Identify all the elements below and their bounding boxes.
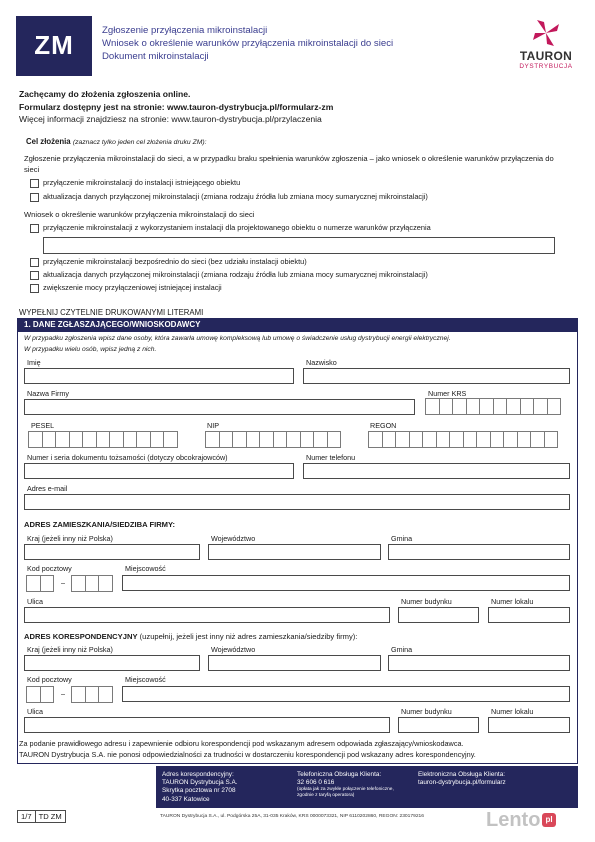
contact-address-city: 40-337 Katowice [162, 795, 210, 803]
checkbox-group2-opt2[interactable] [30, 258, 39, 267]
intro-line-2: Formularz dostępny jest na stronie: www.tauron-dystrybucja.pl/formularz-zm [19, 101, 334, 112]
contact-address-company: TAURON Dystrybucja S.A. [162, 779, 238, 787]
section1-title: 1. DANE ZGŁASZAJĄCEGO/WNIOSKODAWCY [24, 320, 201, 329]
address2-title: ADRES KORESPONDENCYJNY [24, 632, 138, 641]
section1-note-2: W przypadku wielu osób, wpisz jedną z nich. [24, 346, 157, 353]
footer-company: TAURON Dystrybucja S.A., ul. Podgórska 25A, 31-035 Kraków, KRS 0000073321, NIP 6110202860, REGON: 230179216 [160, 814, 424, 819]
group2-opt1-label: przyłączenie mikroinstalacji z wykorzystaniem instalacji dla projektowanego obiektu o numerze warunków przyłączenia [43, 223, 431, 232]
intro [19, 88, 333, 126]
connection-conditions-number-input[interactable] [43, 237, 555, 254]
purpose-title-note: (zaznacz tylko jeden cel złożenia druku ZM): [72, 139, 207, 146]
id-document-input[interactable] [24, 463, 294, 479]
label-a2-city: Miejscowość [125, 675, 166, 684]
label-phone: Numer telefonu [306, 453, 356, 462]
a1-commune-input[interactable] [388, 544, 570, 560]
disclaimer [19, 739, 577, 760]
a2-postcode-part1[interactable] [26, 686, 53, 703]
contact-phone-note-1: (opłata jak za zwykłe połączenie telefoniczne, [297, 787, 394, 793]
purpose-title: Cel złożenia [26, 137, 71, 146]
contact-col-online [418, 771, 506, 787]
a1-postcode-part2[interactable] [71, 575, 112, 592]
zm-badge [16, 16, 92, 76]
section1-header [17, 318, 578, 332]
a2-postcode-part2[interactable] [71, 686, 112, 703]
intro-line-3: Więcej informacji znajdziesz na stronie: www.tauron-dystrybucja.pl/przylaczenia [19, 114, 322, 124]
label-a1-postcode: Kod pocztowy [27, 564, 72, 573]
label-regon: REGON [370, 421, 397, 430]
contact-online-title: Elektroniczna Obsługa Klienta: [418, 771, 506, 778]
contact-phone-number: 32 606 0 616 [297, 779, 335, 787]
a1-postcode-part1[interactable] [26, 575, 53, 592]
last-name-input[interactable] [303, 368, 570, 384]
a1-flat-input[interactable] [488, 607, 570, 623]
tauron-logo [510, 18, 582, 74]
disclaimer-line-1: Za podanie prawidłowego adresu i zapewnienie odbioru korespondencji pod wskazanym adresem odpowiada zgłaszający/wnioskodawca. [19, 739, 464, 748]
contact-col-address [162, 771, 238, 804]
a2-postcode-dash: – [61, 689, 65, 698]
label-a2-street: Ulica [27, 707, 43, 716]
group2-opt4-label: zwiększenie mocy przyłączeniowej istniejącej instalacji [43, 283, 222, 292]
purpose-group1-intro: Zgłoszenie przyłączenia mikroinstalacji do sieci, a w przypadku braku spełnienia warunków zgłoszenia – jako wniosek o określenie warunków przyłączenia do sieci [24, 154, 554, 174]
header-title-2: Wniosek o określenie warunków przyłączenia mikroinstalacji do sieci [102, 38, 394, 49]
header [16, 16, 581, 78]
group1-opt1-label: przyłączenie mikroinstalacji do instalacji istniejącego obiektu [43, 178, 241, 187]
regon-cells[interactable] [368, 431, 557, 448]
label-a2-postcode: Kod pocztowy [27, 675, 72, 684]
a2-commune-input[interactable] [388, 655, 570, 671]
section1-note-1: W przypadku zgłoszenia wpisz dane osoby, która zawarła umowę kompleksową lub umowę o świadczenie usług dystrybucji energii elektrycznej. [24, 335, 451, 342]
contact-phone-note-2: zgodnie z taryfą operatora) [297, 793, 355, 799]
disclaimer-line-2: TAURON Dystrybucja S.A. nie ponosi odpowiedzialności za trudności w dostarczeniu korespondencji pod wskazany adres korespondencyjny. [19, 749, 476, 759]
badge-text: ZM [34, 30, 74, 61]
company-name-input[interactable] [24, 399, 415, 415]
page-code-box [17, 810, 66, 823]
first-name-input[interactable] [24, 368, 294, 384]
contact-phone-title: Telefoniczna Obsługa Klienta: [297, 771, 382, 778]
header-titles [102, 24, 393, 63]
tauron-mark-icon [530, 18, 562, 48]
label-last-name: Nazwisko [306, 358, 337, 367]
group1-opt2-label: aktualizacja danych przyłączonej mikroinstalacji (zmiana rodzaju źródła lub zmiana mocy sumarycznej mikroinstalacji) [43, 192, 428, 201]
a1-street-input[interactable] [24, 607, 390, 623]
a1-postcode-dash: – [61, 578, 65, 587]
address2-title-note: (uzupełnij, jeżeli jest inny niż adres zamieszkania/siedziby firmy): [139, 632, 358, 641]
label-nip: NIP [207, 421, 219, 430]
a2-flat-input[interactable] [488, 717, 570, 733]
contact-address-title: Adres korespondencyjny: [162, 771, 234, 778]
checkbox-group2-opt1[interactable] [30, 224, 39, 233]
label-a2-country: Kraj (jeżeli inny niż Polska) [27, 645, 113, 654]
label-a1-city: Miejscowość [125, 564, 166, 573]
label-email: Adres e-mail [27, 484, 68, 493]
header-title-1: Zgłoszenie przyłączenia mikroinstalacji [102, 25, 268, 36]
a1-voivodeship-input[interactable] [208, 544, 381, 560]
label-a1-building: Numer budynku [401, 597, 452, 606]
label-company: Nazwa Firmy [27, 389, 69, 398]
label-a1-street: Ulica [27, 597, 43, 606]
a2-city-input[interactable] [122, 686, 570, 702]
label-pesel: PESEL [31, 421, 55, 430]
a1-building-input[interactable] [398, 607, 479, 623]
fill-note: WYPEŁNIJ CZYTELNIE DRUKOWANYMI LITERAMI [19, 308, 204, 317]
watermark [486, 808, 556, 832]
label-a1-commune: Gmina [391, 534, 413, 543]
group2-opt2-label: przyłączenie mikroinstalacji bezpośrednio do sieci (bez udziału instalacji obiektu) [43, 257, 307, 266]
group2-opt3-label: aktualizacja danych przyłączonej mikroinstalacji (zmiana rodzaju źródła lub zmiana mocy sumarycznej mikroinstalacji) [43, 270, 428, 279]
form-code: TD ZM [38, 812, 62, 821]
nip-cells[interactable] [205, 431, 340, 448]
label-a1-flat: Numer lokalu [491, 597, 534, 606]
a1-country-input[interactable] [24, 544, 200, 560]
checkbox-group2-opt4[interactable] [30, 284, 39, 293]
label-a2-commune: Gmina [391, 645, 413, 654]
logo-sub: DYSTRYBUCJA [519, 63, 573, 70]
label-a2-voivodeship: Województwo [211, 645, 256, 654]
a2-country-input[interactable] [24, 655, 200, 671]
label-id-document: Numer i seria dokumentu tożsamości (dotyczy obcokrajowców) [27, 453, 228, 462]
address1-title: ADRES ZAMIESZKANIA/SIEDZIBA FIRMY: [24, 520, 176, 529]
a2-street-input[interactable] [24, 717, 390, 733]
purpose-group2-intro: Wniosek o określenie warunków przyłączenia mikroinstalacji do sieci [24, 210, 255, 219]
pesel-cells[interactable] [28, 431, 177, 448]
address2-title-row [24, 632, 357, 641]
label-krs: Numer KRS [428, 389, 467, 398]
page-number: 1/7 [18, 811, 36, 822]
a1-city-input[interactable] [122, 575, 570, 591]
contact-online-link[interactable]: tauron-dystrybucja.pl/formularz [418, 779, 506, 787]
logo-name: TAURON [519, 49, 573, 63]
label-first-name: Imię [27, 358, 41, 367]
header-title-3: Dokument mikroinstalacji [102, 51, 209, 62]
label-a1-country: Kraj (jeżeli inny niż Polska) [27, 534, 113, 543]
a2-voivodeship-input[interactable] [208, 655, 381, 671]
email-input[interactable] [24, 494, 570, 510]
krs-cells[interactable] [425, 398, 560, 415]
phone-input[interactable] [303, 463, 570, 479]
checkbox-group2-opt3[interactable] [30, 271, 39, 280]
contact-address-box: Skrytka pocztowa nr 2708 [162, 787, 236, 795]
contact-bar [156, 766, 578, 808]
purpose-title-row [26, 137, 207, 147]
checkbox-group1-opt2[interactable] [30, 193, 39, 202]
contact-col-phone [297, 771, 394, 799]
label-a2-building: Numer budynku [401, 707, 452, 716]
intro-line-1: Zachęcamy do złożenia zgłoszenia online. [19, 89, 191, 99]
watermark-text: Lento [486, 809, 541, 831]
watermark-suffix: pl [542, 813, 555, 827]
label-a1-voivodeship: Województwo [211, 534, 256, 543]
checkbox-group1-opt1[interactable] [30, 179, 39, 188]
a2-building-input[interactable] [398, 717, 479, 733]
label-a2-flat: Numer lokalu [491, 707, 534, 716]
